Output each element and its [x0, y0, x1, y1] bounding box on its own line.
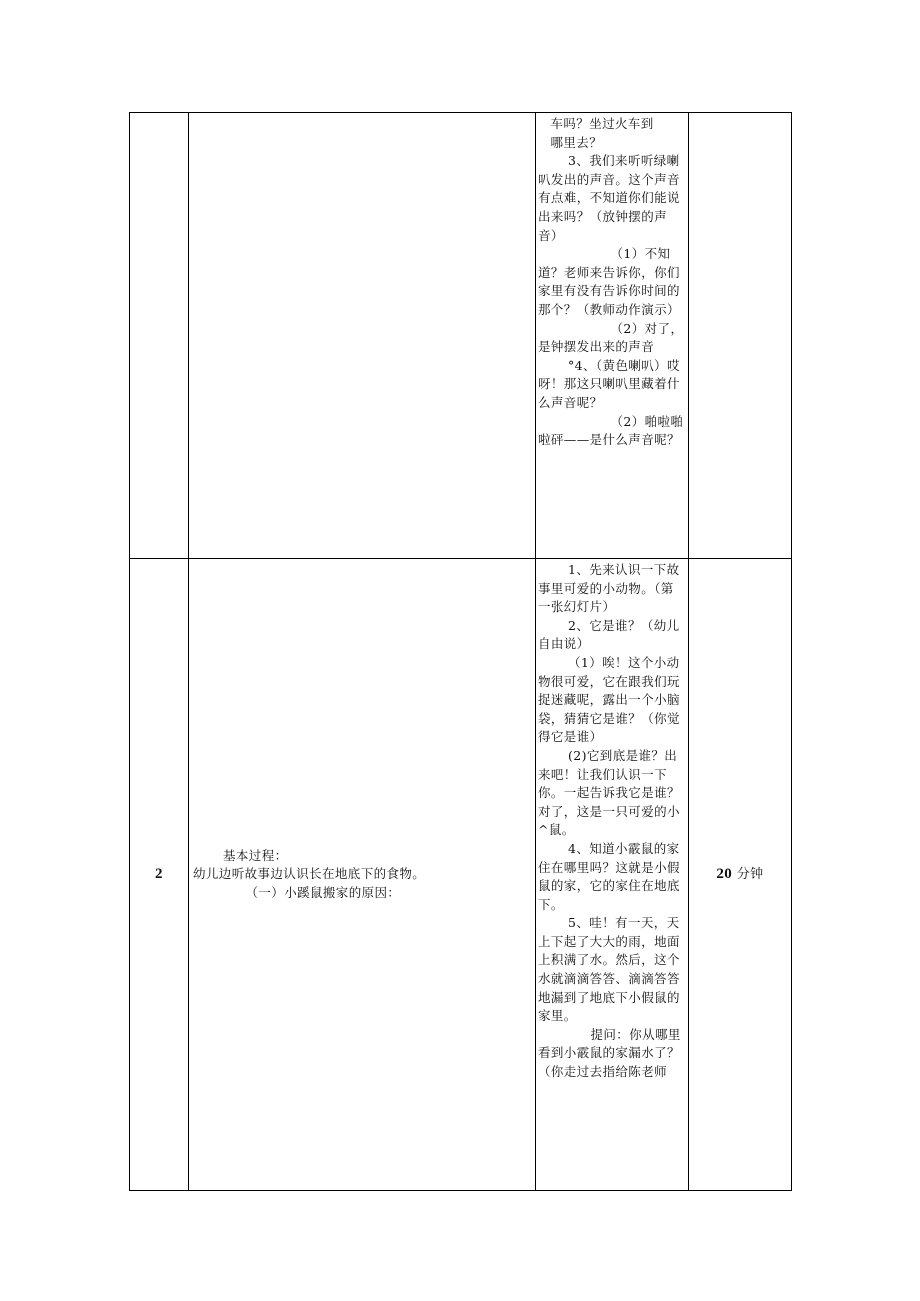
lesson-plan-table: [129, 112, 792, 1191]
activity-cell: [536, 559, 689, 1191]
process-subheading: （一）小蹊鼠搬家的原因：: [245, 884, 401, 900]
activity-paragraph: 5、哇！有一天，天上下起了大大的雨，地面上积满了水。然后，这个水就滴滴答答、滴滴答答地漏到了地底下小假鼠的家里。: [538, 915, 680, 1024]
duration-unit: 分钟: [736, 866, 764, 882]
step-number-cell: 2: [130, 559, 189, 1191]
activity-paragraph: °4、（黄色喇叭）哎呀！那这只喇叭里藏着什么声音呢？: [538, 357, 680, 410]
table-row: [130, 559, 792, 1191]
table-row: [130, 113, 792, 559]
activity-paragraph: （1）唉！这个小动物很可爱，它在跟我们玩捉迷藏呢，露出一个小脑袋，猜猜它是谁？（你觉得它是谁）: [538, 654, 680, 745]
duration-value: 20: [716, 865, 733, 882]
duration-cell: [689, 559, 792, 1191]
activity-paragraph: 3、我们来听听绿喇叭发出的声音。这个声音有点难，不知道你们能说出来吗？（放钟摆的声音）: [538, 153, 680, 243]
activity-paragraph: 1、先来认识一下故事里可爱的小动物。（第一张幻灯片）: [538, 562, 680, 615]
process-cell: [189, 113, 536, 559]
activity-cell: [536, 113, 689, 559]
activity-paragraph: （1）不知道？老师来告诉你，你们家里有没有告诉你时间的那个？（教师动作演示）: [538, 246, 680, 317]
activity-paragraph: 4、知道小霰鼠的家住在哪里吗？这就是小假鼠的家，它的家住在地底下。: [538, 840, 680, 912]
step-number-cell: [130, 113, 189, 559]
activity-paragraph: 2、它是谁？（幼儿自由说）: [538, 617, 680, 652]
activity-paragraph: 提问：你从哪里看到小霰鼠的家漏水了？（你走过去指给陈老师: [538, 1026, 681, 1080]
activity-paragraph: （2）啪啦啪啦砰——是什么声音呢？: [538, 413, 684, 448]
process-heading: 基本过程：: [223, 847, 288, 863]
activity-paragraph: 车吗？坐过火车到: [550, 116, 654, 131]
activity-paragraph: （2）对了，是钟摆发出来的声音: [538, 320, 684, 355]
duration-cell: [689, 113, 792, 559]
process-goal: 幼儿边听故事边认识长在地底下的食物。: [193, 866, 426, 882]
activity-paragraph: (2)它到底是谁？出来吧！让我们认识一下你。一起告诉我它是谁？对了，这是一只可爱的小^鼠。: [538, 747, 680, 838]
activity-paragraph: 哪里去？: [550, 134, 603, 150]
process-cell: [189, 559, 536, 1191]
